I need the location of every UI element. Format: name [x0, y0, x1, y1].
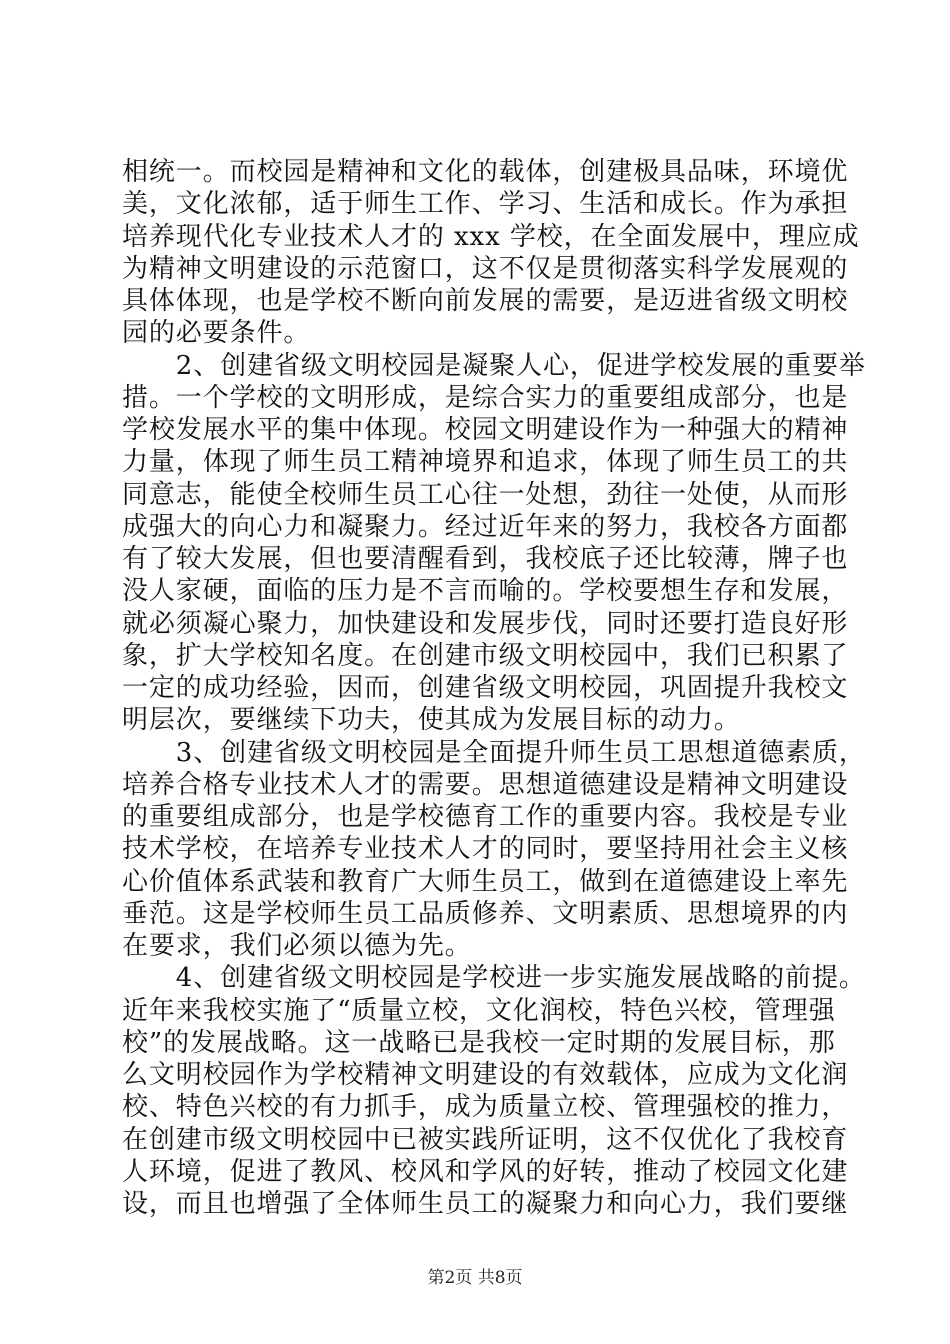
text-line: 相统一。而校园是精神和文化的载体，创建极具品味，环境优: [122, 157, 849, 187]
text-line: 培养现代化专业技术人才的 xxx 学校，在全面发展中，理应成: [122, 221, 860, 252]
text-line: 园的必要条件。: [122, 318, 311, 349]
text-line: 设，而且也增强了全体师生员工的凝聚力和向心力，我们要继: [122, 1189, 849, 1219]
text-line: 的重要组成部分，也是学校德育工作的重要内容。我校是专业: [122, 802, 849, 832]
document-body: [122, 156, 866, 1220]
text-line: 近年来我校实施了“质量立校，文化润校，特色兴校，管理强: [122, 995, 836, 1026]
text-line: 学校发展水平的集中体现。校园文明建设作为一种强大的精神: [122, 415, 849, 445]
text-line: 在要求，我们必须以德为先。: [122, 931, 472, 961]
text-line: 有了较大发展，但也要清醒看到，我校底子还比较薄，牌子也: [122, 544, 849, 574]
text-line: 同意志，能使全校师生员工心往一处想，劲往一处使，从而形: [122, 479, 849, 510]
text-line: 心价值体系武装和教育广大师生员工，做到在道德建设上率先: [122, 866, 849, 897]
text-line: 为精神文明建设的示范窗口，这不仅是贯彻落实科学发展观的: [122, 253, 849, 284]
text-line: 人环境，促进了教风、校风和学风的好转，推动了校园文化建: [122, 1156, 849, 1187]
text-line: 象，扩大学校知名度。在创建市级文明校园中，我们已积累了: [122, 640, 849, 671]
text-line: 4、创建省级文明校园是学校进一步实施发展战略的前提。: [122, 963, 866, 994]
text-line: 么文明校园作为学校精神文明建设的有效载体，应成为文化润: [122, 1060, 849, 1090]
text-line: 垂范。这是学校师生员工品质修养、文明素质、思想境界的内: [122, 898, 849, 929]
text-line: 力量，体现了师生员工精神境界和追求，体现了师生员工的共: [122, 447, 849, 478]
text-line: 3、创建省级文明校园是全面提升师生员工思想道德素质，: [122, 737, 866, 768]
text-line: 校、特色兴校的有力抓手，成为质量立校、管理强校的推力，: [122, 1092, 849, 1123]
text-line: 2、创建省级文明校园是凝聚人心，促进学校发展的重要举: [122, 350, 866, 381]
text-line: 措。一个学校的文明形成，是综合实力的重要组成部分，也是: [122, 382, 849, 413]
text-line: 一定的成功经验，因而，创建省级文明校园，巩固提升我校文: [122, 673, 849, 703]
page-number-footer: 第2页 共8页: [427, 1268, 523, 1288]
text-line: 就必须凝心聚力，加快建设和发展步伐，同时还要打造良好形: [122, 608, 849, 639]
text-line: 明层次，要继续下功夫，使其成为发展目标的动力。: [122, 705, 741, 736]
text-line: 技术学校，在培养专业技术人才的同时，要坚持用社会主义核: [122, 834, 849, 865]
text-line: 没人家硬，面临的压力是不言而喻的。学校要想生存和发展，: [122, 576, 849, 607]
text-line: 在创建市级文明校园中已被实践所证明，这不仅优化了我校育: [122, 1124, 849, 1155]
text-line: 具体体现，也是学校不断向前发展的需要，是迈进省级文明校: [122, 286, 849, 316]
text-line: 成强大的向心力和凝聚力。经过近年来的努力，我校各方面都: [122, 511, 849, 542]
text-line: 美，文化浓郁，适于师生工作、学习、生活和成长。作为承担: [122, 189, 849, 220]
text-line: 培养合格专业技术人才的需要。思想道德建设是精神文明建设: [122, 769, 849, 800]
text-line: 校”的发展战略。这一战略已是我校一定时期的发展目标，那: [122, 1027, 836, 1058]
